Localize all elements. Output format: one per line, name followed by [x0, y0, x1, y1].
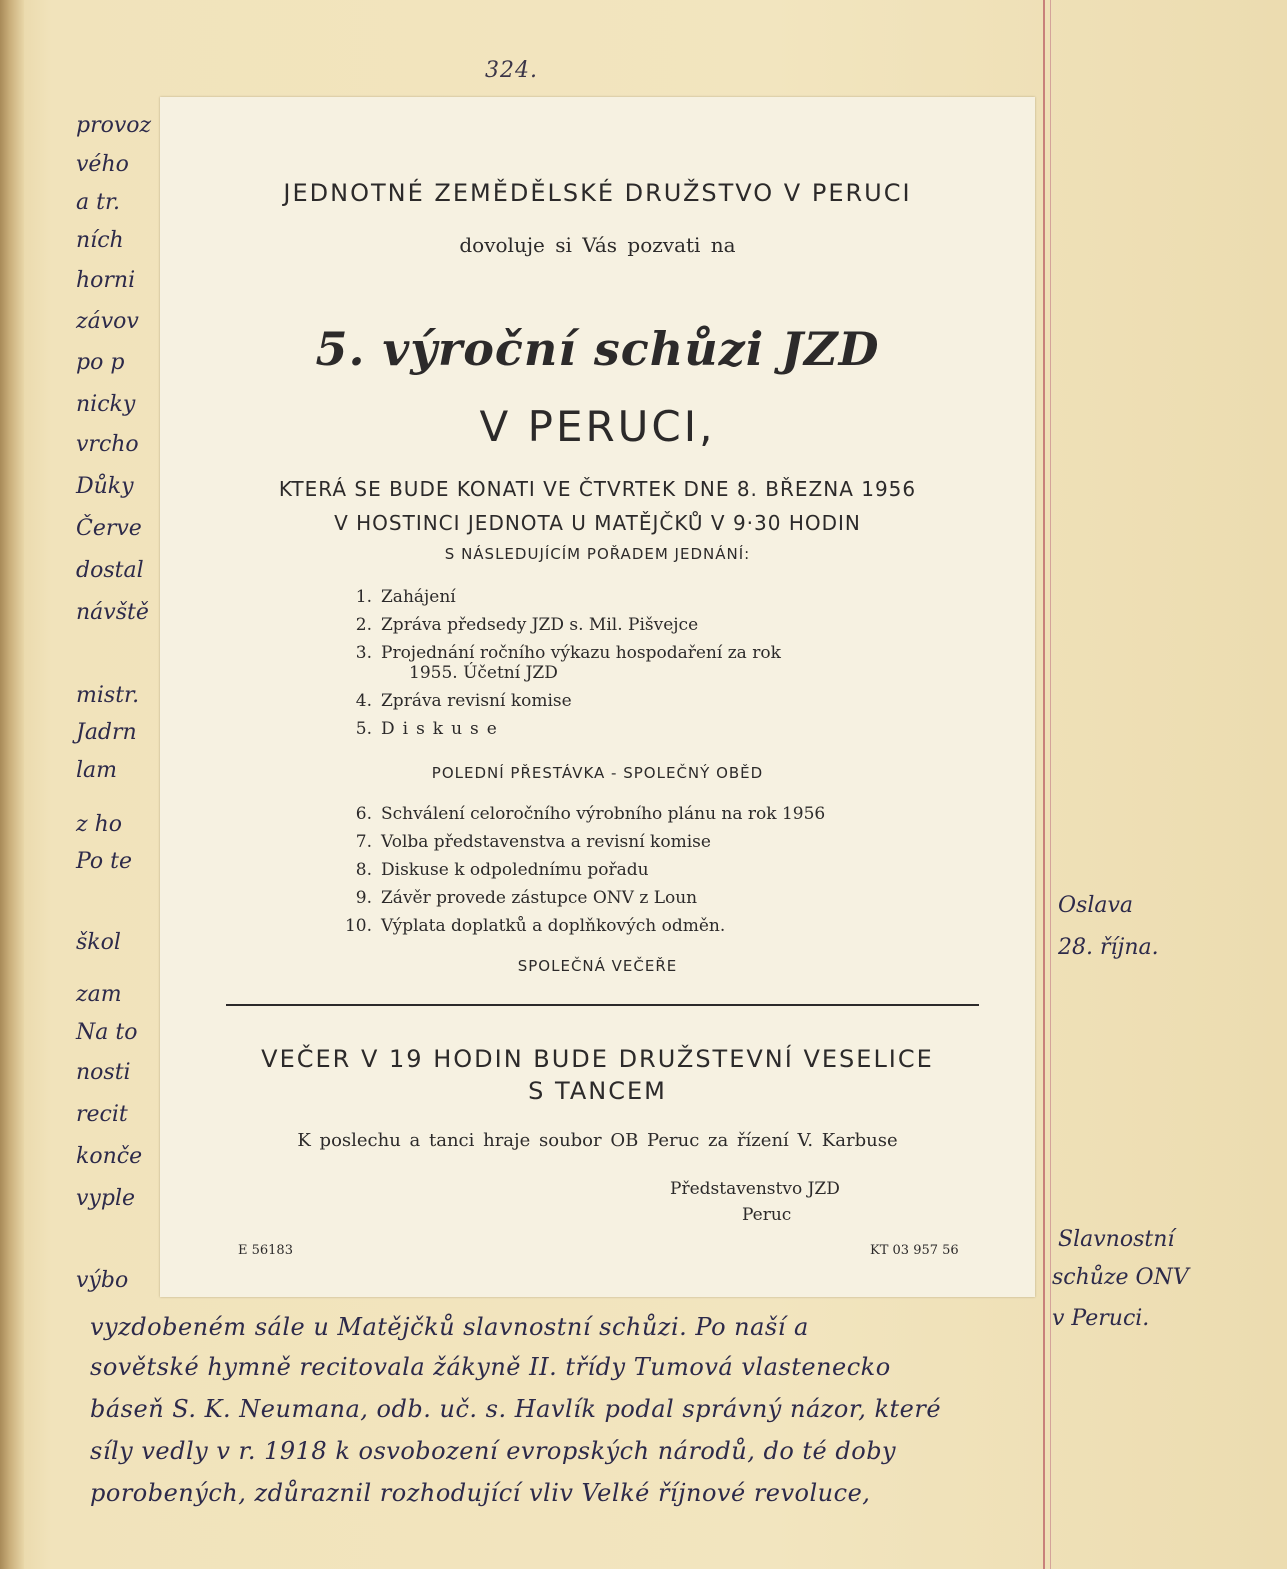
margin-fragment: dostal	[76, 558, 144, 583]
divider-rule	[226, 1004, 979, 1006]
meeting-venue: V HOSTINCI JEDNOTA U MATĚJČKŮ V 9·30 HODIN	[334, 511, 861, 535]
margin-fragment: po p	[76, 350, 125, 375]
margin-fragment: lam	[76, 758, 118, 783]
margin-note-session-1: Slavnostní	[1058, 1227, 1175, 1252]
evening-announcement	[160, 1043, 1035, 1107]
margin-fragment: škol	[76, 930, 121, 955]
agenda-list-afternoon	[320, 804, 880, 944]
margin-fragment: horni	[76, 268, 136, 293]
handwritten-line: sovětské hymně recitovala žákyně II. třídy Tumová vlastenecko	[90, 1353, 891, 1381]
agenda-item: 8. Diskuse k odpolednímu pořadu	[355, 860, 649, 880]
margin-fragment: nosti	[76, 1060, 131, 1085]
margin-fragment: návště	[76, 600, 149, 625]
organization-name: JEDNOTNÉ ZEMĚDĚLSKÉ DRUŽSTVO V PERUCI	[283, 179, 912, 207]
margin-fragment: Důky	[76, 474, 134, 499]
meeting-title: 5. výroční schůzi JZD	[315, 322, 880, 376]
book-binding	[0, 0, 24, 1569]
print-code-right: KT 03 957 56	[870, 1243, 959, 1258]
margin-fragment: vého	[76, 152, 129, 177]
agenda-item: 9. Závěr provede zástupce ONV z Loun	[355, 888, 698, 908]
handwritten-line: síly vedly v r. 1918 k osvobození evropských národů, do té doby	[90, 1437, 897, 1465]
margin-fragment: mistr.	[76, 683, 140, 708]
margin-fragment: závov	[76, 309, 139, 334]
margin-note-celebration-1: Oslava	[1058, 893, 1134, 918]
agenda-list-morning	[320, 587, 880, 747]
margin-fragment: Na to	[76, 1020, 138, 1045]
handwritten-line: porobených, zdůraznil rozhodující vliv Velké říjnové revoluce,	[90, 1479, 871, 1507]
music-note: K poslechu a tanci hraje soubor OB Peruc za řízení V. Karbuse	[297, 1130, 898, 1151]
dinner-note: SPOLEČNÁ VEČEŘE	[517, 957, 678, 975]
margin-fragment: Po te	[76, 849, 133, 874]
margin-fragment: výbo	[76, 1268, 129, 1293]
invite-line: dovoluje si Vás pozvati na	[459, 233, 736, 257]
agenda-item: 7. Volba představenstva a revisní komise	[355, 832, 711, 852]
margin-fragment: vrcho	[76, 432, 139, 457]
margin-rule	[1043, 0, 1045, 1569]
agenda-item: 6. Schválení celoročního výrobního plánu na rok 1956	[355, 804, 826, 824]
margin-fragment: ních	[76, 228, 124, 253]
agenda-item: 5. Diskuse	[355, 719, 505, 739]
margin-fragment: recit	[76, 1102, 128, 1127]
margin-fragment: vyple	[76, 1186, 135, 1211]
invitation-leaflet	[160, 97, 1035, 1297]
margin-fragment: konče	[76, 1144, 143, 1169]
margin-note-session-2: schůze ONV	[1052, 1265, 1189, 1290]
margin-fragment: provoz	[76, 113, 152, 138]
handwritten-line: báseň S. K. Neumana, odb. uč. s. Havlík podal správný názor, které	[90, 1395, 942, 1423]
margin-fragment: Jadrn	[76, 720, 137, 745]
agenda-item: 1. Zahájení	[355, 587, 456, 607]
margin-fragment: Červe	[76, 516, 142, 541]
meeting-place: V PERUCI,	[479, 402, 716, 451]
board-signature: Představenstvo JZD	[670, 1179, 840, 1199]
agenda-heading: S NÁSLEDUJÍCÍM POŘADEM JEDNÁNÍ:	[444, 545, 751, 563]
board-place: Peruc	[742, 1205, 792, 1225]
handwritten-line: vyzdobeném sále u Matějčků slavnostní schůzi. Po naší a	[90, 1313, 809, 1341]
agenda-item: 10. Výplata doplatků a doplňkových odměn.	[344, 916, 726, 936]
lunch-break: POLEDNÍ PŘESTÁVKA - SPOLEČNÝ OBĚD	[431, 764, 764, 782]
margin-fragment: z ho	[76, 812, 122, 837]
meeting-date: KTERÁ SE BUDE KONATI VE ČTVRTEK DNE 8. BŘEZNA 1956	[278, 477, 917, 501]
page-number: 324.	[485, 58, 538, 83]
agenda-item: 2. Zpráva předsedy JZD s. Mil. Pišvejce	[355, 615, 699, 635]
evening-line-2: S TANCEM	[528, 1077, 667, 1105]
margin-rule-secondary	[1050, 0, 1051, 1569]
margin-fragment: zam	[76, 982, 122, 1007]
agenda-item: 4. Zpráva revisní komise	[355, 691, 572, 711]
margin-fragment: a tr.	[76, 190, 121, 215]
margin-fragment: nicky	[76, 392, 136, 417]
agenda-item: 3. Projednání ročního výkazu hospodaření za rok 1955. Účetní JZD	[355, 643, 781, 683]
evening-line-1: VEČER V 19 HODIN BUDE DRUŽSTEVNÍ VESELICE	[261, 1045, 934, 1073]
margin-note-celebration-2: 28. října.	[1058, 935, 1159, 960]
print-code-left: E 56183	[238, 1243, 293, 1258]
margin-note-session-3: v Peruci.	[1052, 1306, 1150, 1331]
